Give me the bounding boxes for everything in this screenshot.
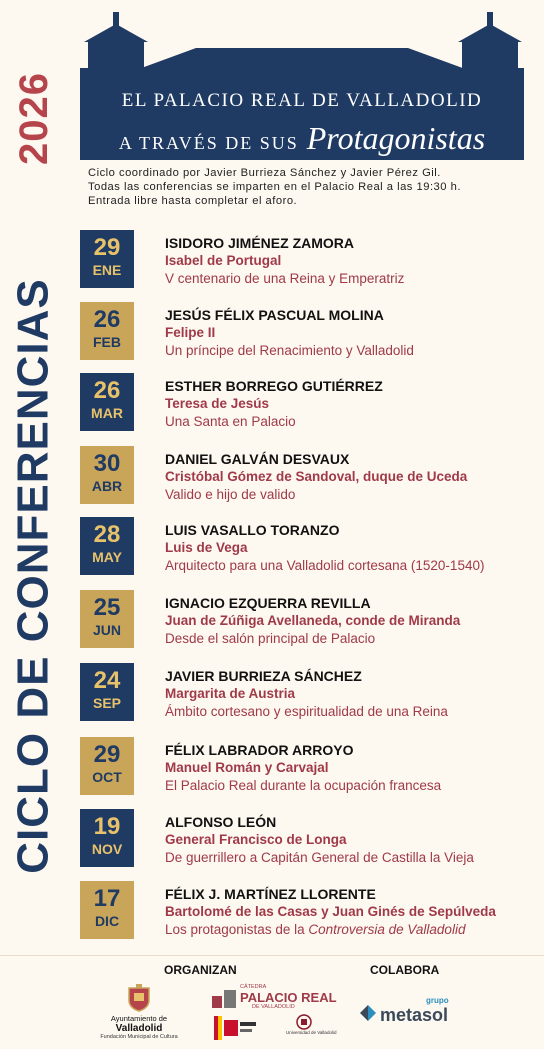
catedra-palacio-logo: CÁTEDRA PALACIO REAL DE VALLADOLID bbox=[212, 984, 322, 1012]
event-item bbox=[80, 809, 536, 869]
palacio-mark-icon bbox=[212, 986, 238, 1010]
event-topic: Bartolomé de las Casas y Juan Ginés de Sepúlveda bbox=[165, 904, 496, 919]
event-item bbox=[80, 881, 536, 941]
event-topic: Luis de Vega bbox=[165, 540, 248, 555]
event-item bbox=[80, 446, 536, 506]
event-subtitle: Los protagonistas de la Controversia de Valladolid bbox=[165, 922, 466, 937]
date-badge: 28 MAY bbox=[80, 517, 134, 575]
gobierno-espana-logo bbox=[214, 1016, 258, 1040]
date-badge: 17 DIC bbox=[80, 881, 134, 939]
palace-header bbox=[76, 12, 528, 162]
date-badge: 26 MAR bbox=[80, 373, 134, 431]
event-topic: Manuel Román y Carvajal bbox=[165, 760, 329, 775]
speaker-name: LUIS VASALLO TORANZO bbox=[165, 522, 340, 538]
header-subtitle: A TRAVÉS DE SUS Protagonistas bbox=[118, 120, 486, 156]
event-item bbox=[80, 230, 536, 290]
universidad-logo: Universidad de Valladolid bbox=[286, 1014, 322, 1040]
date-badge: 25 JUN bbox=[80, 590, 134, 648]
event-subtitle: El Palacio Real durante la ocupación francesa bbox=[165, 778, 442, 793]
coat-of-arms-icon bbox=[127, 984, 151, 1012]
colabora-label: COLABORA bbox=[370, 963, 440, 977]
speaker-name: ISIDORO JIMÉNEZ ZAMORA bbox=[165, 235, 355, 251]
side-title: CICLO DE CONFERENCIAS bbox=[9, 278, 59, 874]
event-topic: Felipe II bbox=[165, 325, 216, 340]
ayuntamiento-logo: Ayuntamiento de Valladolid Fundación Municipal de Cultura bbox=[96, 984, 182, 1044]
speaker-name: ESTHER BORREGO GUTIÉRREZ bbox=[165, 378, 383, 394]
speaker-name: IGNACIO EZQUERRA REVILLA bbox=[165, 595, 371, 611]
event-topic: Margarita de Austria bbox=[165, 686, 296, 701]
event-item bbox=[80, 663, 536, 723]
footer-divider bbox=[0, 955, 544, 956]
event-item bbox=[80, 517, 536, 577]
event-subtitle: Desde el salón principal de Palacio bbox=[165, 631, 376, 646]
metasol-mark-icon bbox=[358, 1002, 378, 1024]
organizan-label: ORGANIZAN bbox=[164, 963, 237, 977]
speaker-name: DANIEL GALVÁN DESVAUX bbox=[165, 451, 350, 467]
event-topic: Isabel de Portugal bbox=[165, 253, 282, 268]
event-subtitle: Arquitecto para una Valladolid cortesana (1520-1540) bbox=[165, 558, 485, 573]
event-item bbox=[80, 590, 536, 650]
intro-text: Ciclo coordinado por Javier Burrieza Sánchez y Javier Pérez Gil. Todas las conferencias se imparten en el Palacio Real a las 19:30 h. Entrada libre hasta completar el aforo. bbox=[88, 167, 461, 207]
speaker-name: FÉLIX J. MARTÍNEZ LLORENTE bbox=[165, 886, 376, 902]
event-subtitle: Valido e hijo de valido bbox=[165, 487, 296, 502]
event-item bbox=[80, 373, 536, 433]
date-badge: 19 NOV bbox=[80, 809, 134, 867]
event-topic: Juan de Zúñiga Avellaneda, conde de Miranda bbox=[165, 613, 461, 628]
event-subtitle: Ámbito cortesano y espiritualidad de una Reina bbox=[165, 704, 448, 719]
date-badge: 24 SEP bbox=[80, 663, 134, 721]
event-topic: Cristóbal Gómez de Sandoval, duque de Uceda bbox=[165, 469, 468, 484]
speaker-name: JESÚS FÉLIX PASCUAL MOLINA bbox=[165, 307, 384, 323]
date-badge: 26 FEB bbox=[80, 302, 134, 360]
event-topic: Teresa de Jesús bbox=[165, 396, 270, 411]
event-subtitle: V centenario de una Reina y Emperatriz bbox=[165, 271, 405, 286]
event-subtitle: Un príncipe del Renacimiento y Valladolid bbox=[165, 343, 414, 358]
speaker-name: FÉLIX LABRADOR ARROYO bbox=[165, 742, 354, 758]
event-subtitle: De guerrillero a Capitán General de Castilla la Vieja bbox=[165, 850, 474, 865]
header-title: EL PALACIO REAL DE VALLADOLID bbox=[121, 90, 483, 111]
event-item bbox=[80, 737, 536, 797]
speaker-name: ALFONSO LEÓN bbox=[165, 814, 277, 830]
uva-seal-icon bbox=[296, 1014, 312, 1030]
speaker-name: JAVIER BURRIEZA SÁNCHEZ bbox=[165, 668, 362, 684]
date-badge: 30 ABR bbox=[80, 446, 134, 504]
date-badge: 29 OCT bbox=[80, 737, 134, 795]
event-subtitle: Una Santa en Palacio bbox=[165, 414, 296, 429]
metasol-logo: grupo metasol bbox=[358, 996, 458, 1026]
event-item bbox=[80, 302, 536, 362]
year-label: 2026 bbox=[11, 71, 56, 165]
event-topic: General Francisco de Longa bbox=[165, 832, 347, 847]
date-badge: 29 ENE bbox=[80, 230, 134, 288]
